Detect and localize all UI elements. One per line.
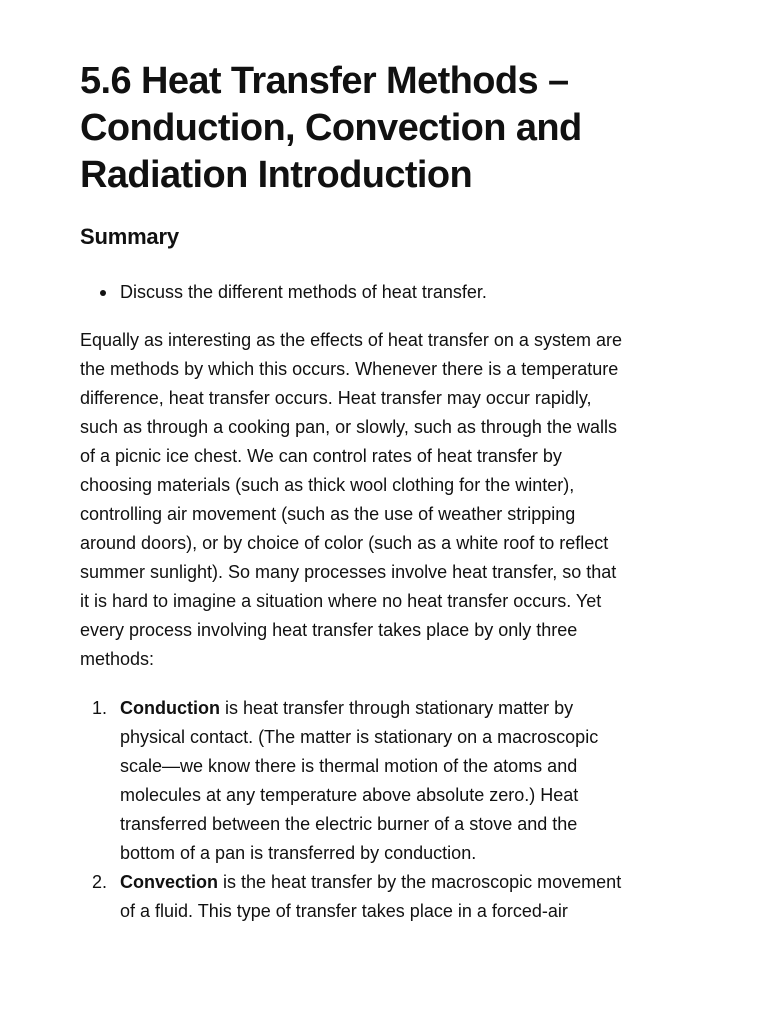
summary-list xyxy=(80,278,700,307)
method-item-conduction xyxy=(80,694,700,868)
method-line: transferred between the electric burner of a stove and the xyxy=(120,814,578,834)
title-line: Radiation Introduction xyxy=(80,154,473,196)
method-line: scale—we know there is thermal motion of the atoms and xyxy=(120,756,578,776)
summary-heading: Summary xyxy=(80,224,179,249)
method-text: is heat transfer through stationary matter by xyxy=(219,698,574,718)
method-first-line xyxy=(120,694,700,723)
paragraph-line: summer sunlight). So many processes involve heat transfer, so that xyxy=(80,562,617,582)
title-line: 5.6 Heat Transfer Methods – xyxy=(80,60,569,102)
paragraph-line: such as through a cooking pan, or slowly, such as through the walls xyxy=(80,417,617,437)
list-number: 2. xyxy=(92,872,108,892)
summary-item: Discuss the different methods of heat transfer. xyxy=(80,278,700,307)
method-line: of a fluid. This type of transfer takes place in a forced-air xyxy=(120,901,568,921)
paragraph-line: it is hard to imagine a situation where no heat transfer occurs. Yet xyxy=(80,591,602,611)
paragraph-line: difference, heat transfer occurs. Heat transfer may occur rapidly, xyxy=(80,388,592,408)
paragraph-line: controlling air movement (such as the use of weather stripping xyxy=(80,504,576,524)
paragraph-line: around doors), or by choice of color (such as a white roof to reflect xyxy=(80,533,609,553)
title-line: Conduction, Convection and xyxy=(80,107,582,149)
paragraph-line: the methods by which this occurs. Whenever there is a temperature xyxy=(80,359,619,379)
paragraph-line: every process involving heat transfer takes place by only three xyxy=(80,620,578,640)
method-line: physical contact. (The matter is stationary on a macroscopic xyxy=(120,727,599,747)
page-title xyxy=(80,58,700,199)
paragraph-line: methods: xyxy=(80,649,155,669)
method-text: is the heat transfer by the macroscopic movement xyxy=(218,872,622,892)
method-first-line xyxy=(120,868,700,897)
method-term: Conduction xyxy=(120,698,220,718)
method-line: bottom of a pan is transferred by conduction. xyxy=(120,843,477,863)
methods-list xyxy=(80,694,700,926)
intro-paragraph xyxy=(80,326,692,674)
paragraph-line: of a picnic ice chest. We can control rates of heat transfer by xyxy=(80,446,562,466)
method-line: molecules at any temperature above absolute zero.) Heat xyxy=(120,785,579,805)
method-item-convection xyxy=(80,868,700,926)
paragraph-line: Equally as interesting as the effects of heat transfer on a system are xyxy=(80,330,622,350)
paragraph-line: choosing materials (such as thick wool clothing for the winter), xyxy=(80,475,575,495)
method-term: Convection xyxy=(120,872,219,892)
list-number: 1. xyxy=(92,698,108,718)
